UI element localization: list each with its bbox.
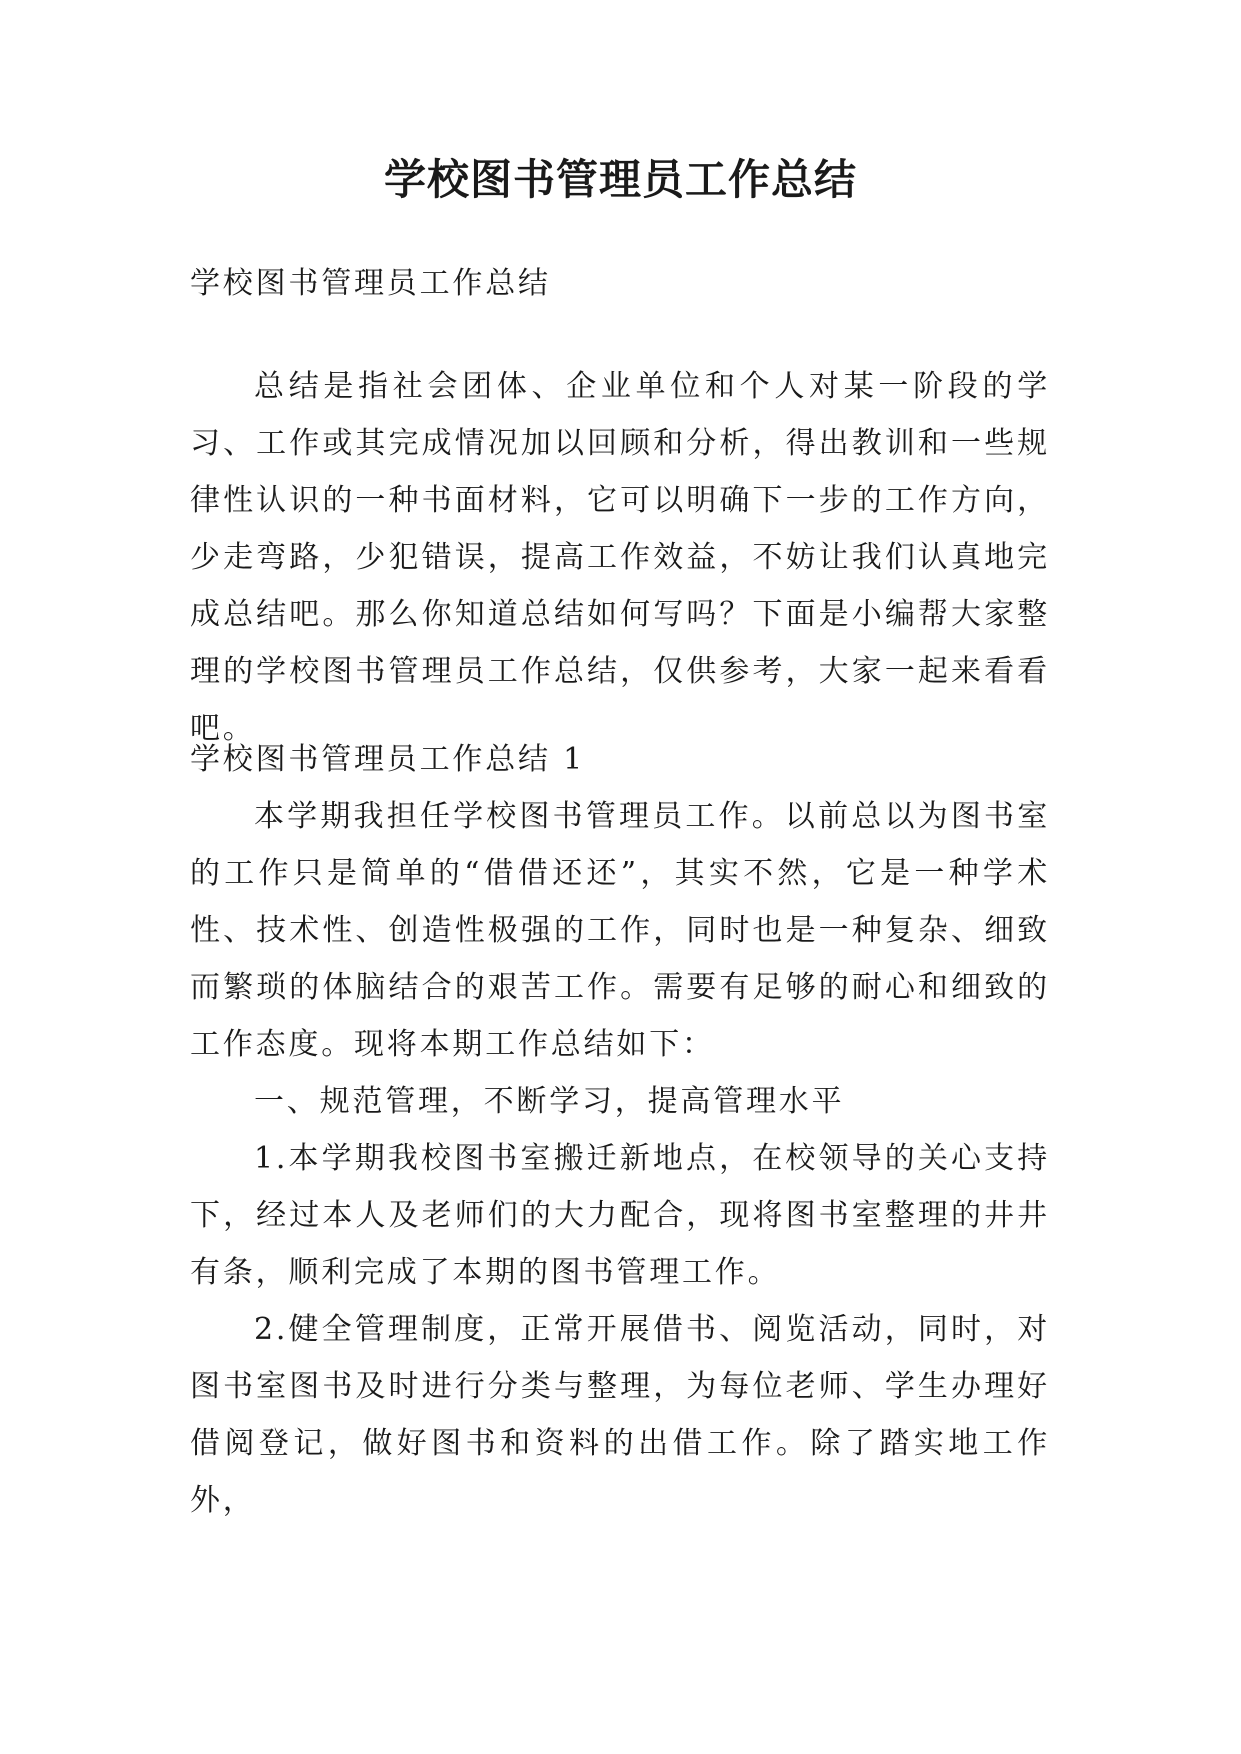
list-item: 1.本学期我校图书室搬迁新地点，在校领导的关心支持下，经过本人及老师们的大力配合，现将图书室整理的井井有条，顺利完成了本期的图书管理工作。: [190, 1141, 1050, 1290]
list-item: 2.健全管理制度，正常开展借书、阅览活动，同时，对图书室图书及时进行分类与整理，为每位老师、学生办理好借阅登记，做好图书和资料的出借工作。除了踏实地工作外，: [190, 1312, 1050, 1518]
point-heading: 一、规范管理，不断学习，提高管理水平: [254, 1084, 845, 1119]
section-paragraph: 本学期我担任学校图书管理员工作。以前总以为图书室的工作只是简单的“借借还还”，其实不然，它是一种学术性、技术性、创造性极强的工作，同时也是一种复杂、细致而繁琐的体脑结合的艰苦工作。需要有足够的耐心和细致的工作态度。现将本期工作总结如下：: [190, 799, 1050, 1062]
intro-paragraph: 总结是指社会团体、企业单位和个人对某一阶段的学习、工作或其完成情况加以回顾和分析，得出教训和一些规律性认识的一种书面材料，它可以明确下一步的工作方向，少走弯路，少犯错误，提高工作效益，不妨让我们认真地完成总结吧。那么你知道总结如何写吗？下面是小编帮大家整理的学校图书管理员工作总结，仅供参考，大家一起来看看吧。: [190, 369, 1050, 746]
document-subtitle: 学校图书管理员工作总结: [190, 266, 551, 301]
document-title: 学校图书管理员工作总结: [383, 155, 857, 204]
section-heading: 学校图书管理员工作总结 1: [190, 742, 586, 777]
